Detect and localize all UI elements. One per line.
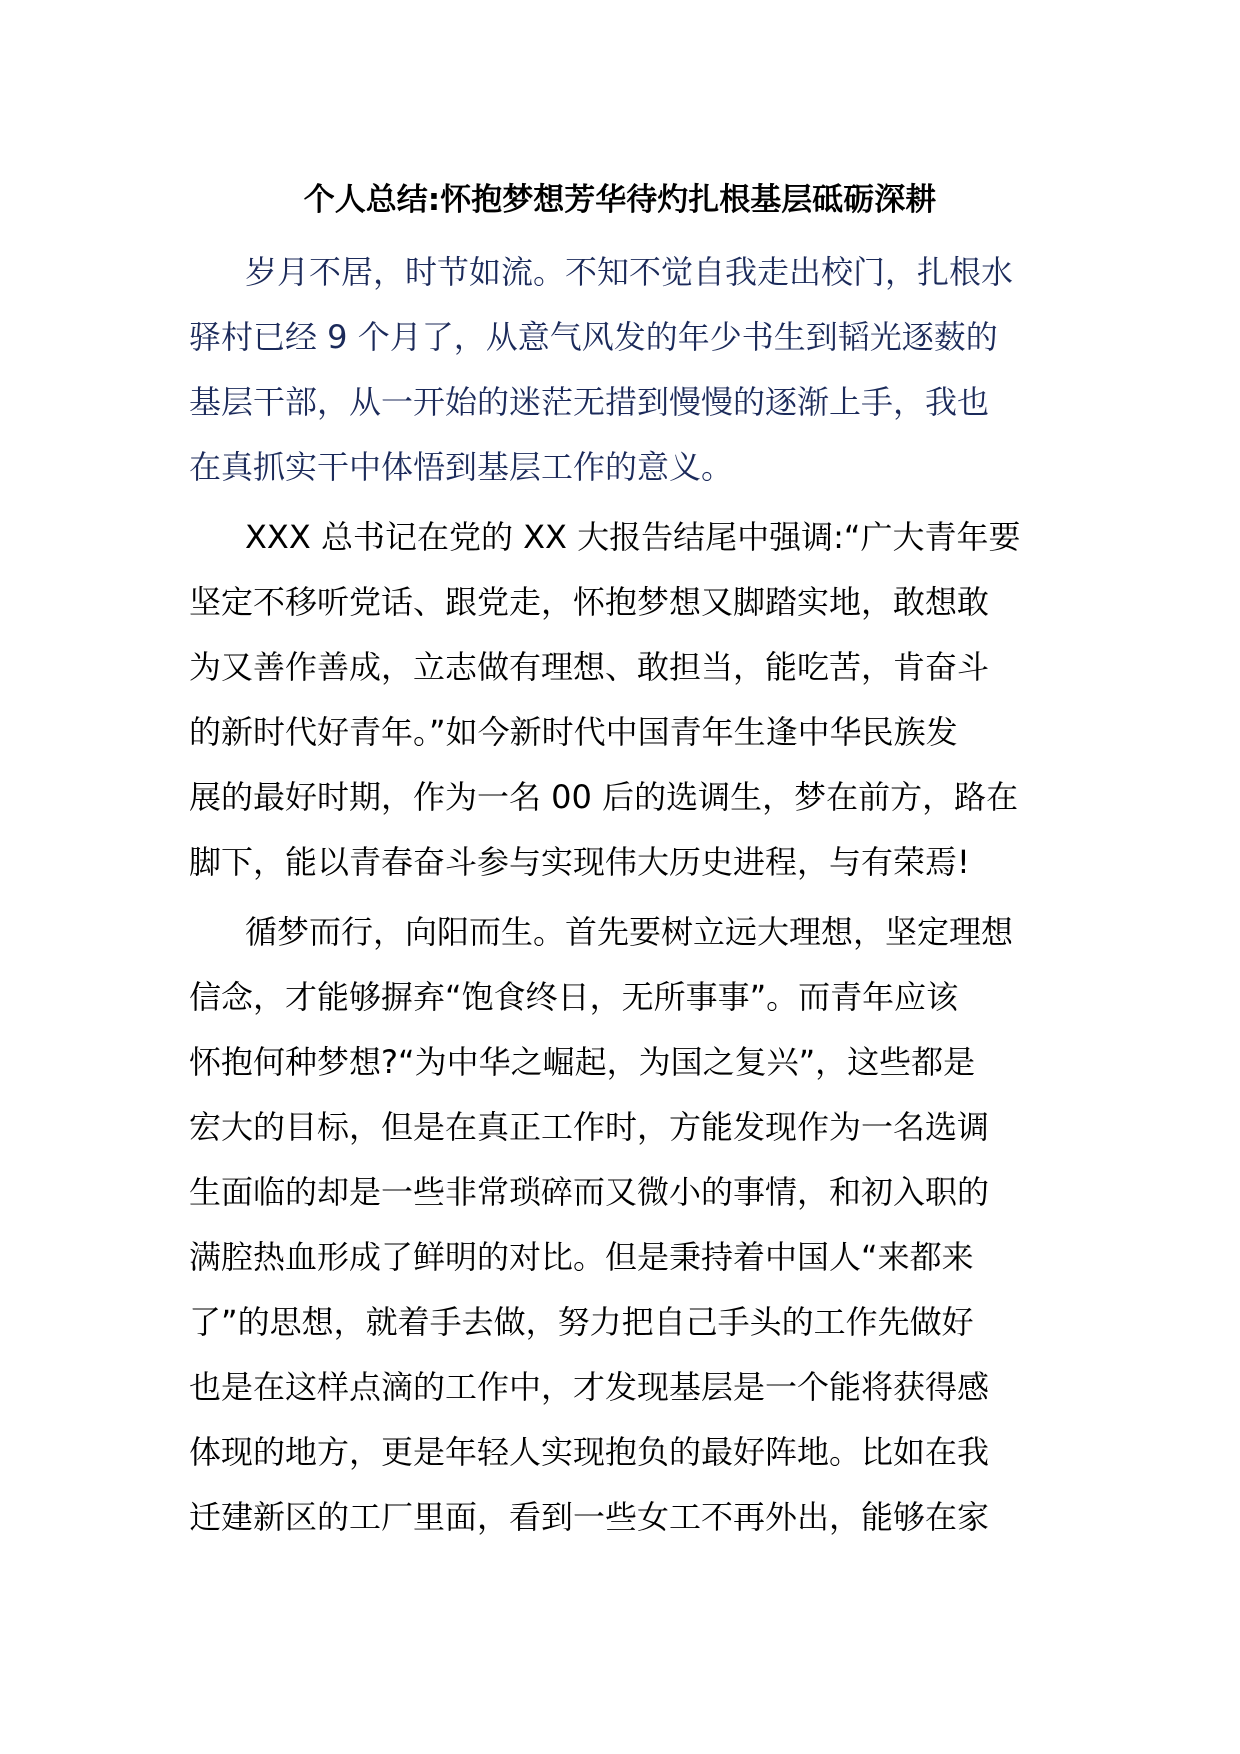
paragraph-line: 信念，才能够摒弃“饱食终日，无所事事”。而青年应该 <box>189 978 959 1016</box>
paragraph-line: 了”的思想，就着手去做，努力把自己手头的工作先做好 <box>189 1303 974 1341</box>
paragraph-line: 满腔热血形成了鲜明的对比。但是秉持着中国人“来都来 <box>189 1238 974 1276</box>
paragraph-line: 为又善作善成，立志做有理想、敢担当，能吃苦，肯奋斗 <box>189 648 990 686</box>
paragraph-2 <box>189 505 1045 895</box>
paragraph-3 <box>189 900 1045 1550</box>
document-title: 个人总结:怀抱梦想芳华待灼扎根基层砥砺深耕 <box>303 182 937 218</box>
paragraph-1 <box>189 240 1045 500</box>
paragraph-line: 迁建新区的工厂里面，看到一些女工不再外出，能够在家 <box>189 1498 990 1536</box>
paragraph-line: 生面临的却是一些非常琐碎而又微小的事情，和初入职的 <box>189 1173 990 1211</box>
paragraph-line: 基层干部，从一开始的迷茫无措到慢慢的逐渐上手，我也 <box>189 383 990 421</box>
paragraph-line: 也是在这样点滴的工作中，才发现基层是一个能将获得感 <box>189 1368 990 1406</box>
paragraph-line: 体现的地方，更是年轻人实现抱负的最好阵地。比如在我 <box>189 1433 990 1471</box>
paragraph-line: 宏大的目标，但是在真正工作时，方能发现作为一名选调 <box>189 1108 990 1146</box>
paragraph-line: 脚下，能以青春奋斗参与实现伟大历史进程，与有荣焉! <box>189 843 970 881</box>
paragraph-line: 岁月不居，时节如流。不知不觉自我走出校门，扎根水 <box>245 253 1014 291</box>
paragraph-line: 坚定不移听党话、跟党走，怀抱梦想又脚踏实地，敢想敢 <box>189 583 990 621</box>
paragraph-line: 驿村已经 9 个月了，从意气风发的年少书生到韬光逐薮的 <box>189 318 998 356</box>
paragraph-line: 怀抱何种梦想?“为中华之崛起，为国之复兴”，这些都是 <box>189 1043 976 1081</box>
paragraph-line: 的新时代好青年。”如今新时代中国青年生逢中华民族发 <box>189 713 958 751</box>
paragraph-line: 在真抓实干中体悟到基层工作的意义。 <box>189 448 734 486</box>
paragraph-line: 展的最好时期，作为一名 00 后的选调生，梦在前方，路在 <box>189 778 1019 816</box>
paragraph-line: 循梦而行，向阳而生。首先要树立远大理想，坚定理想 <box>245 913 1014 951</box>
paragraph-line: XXX 总书记在党的 XX 大报告结尾中强调:“广大青年要 <box>245 518 1021 556</box>
